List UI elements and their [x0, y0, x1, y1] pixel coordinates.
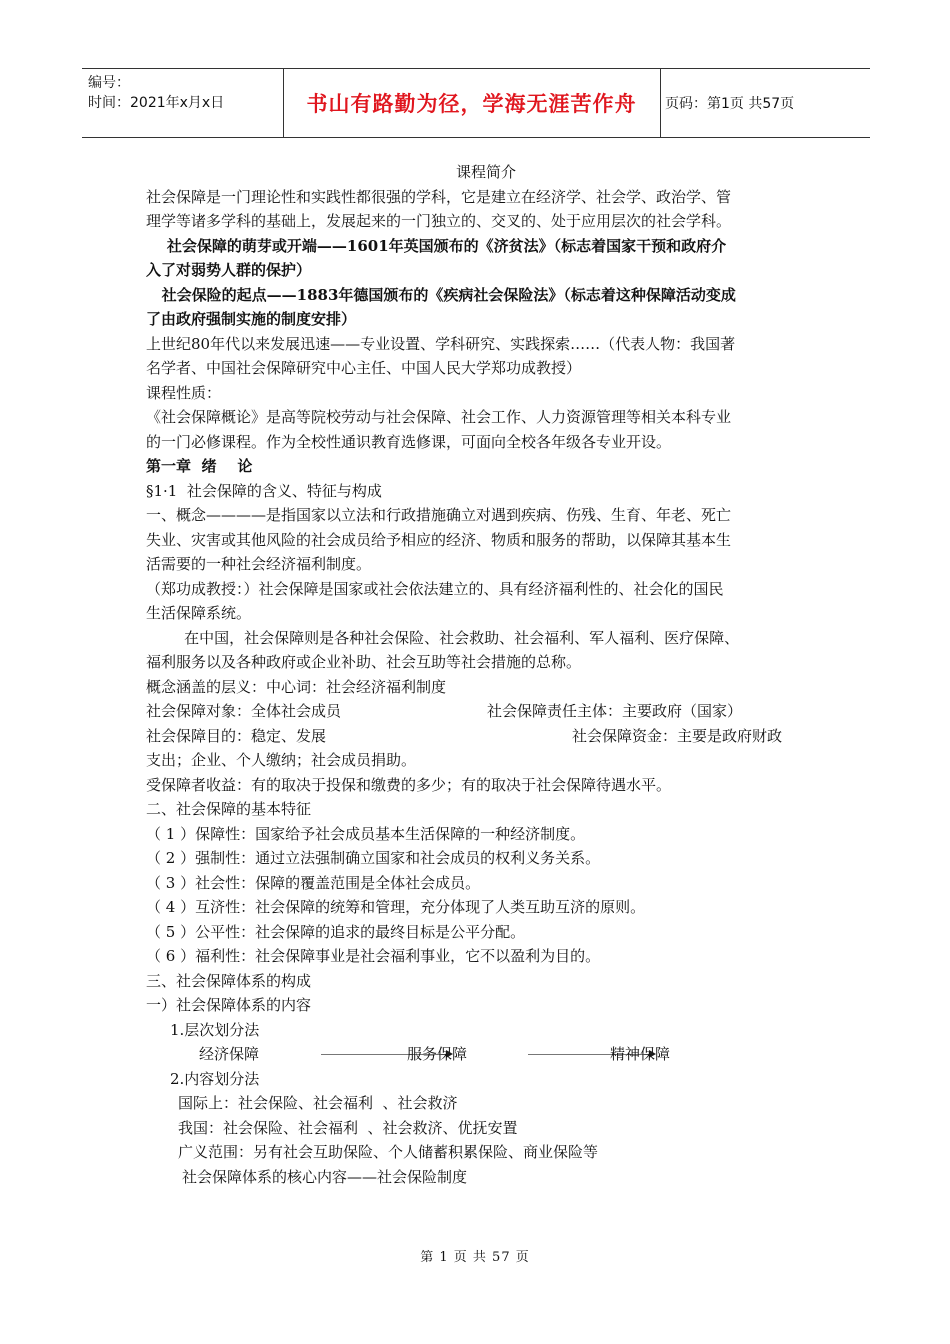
intro-line: 社会保障是一门理论性和实践性都很强的学科，它是建立在经济学、社会学、政治学、管	[146, 187, 732, 206]
core-line: 社会保障体系的核心内容——社会保险制度	[182, 1167, 468, 1186]
time-label: 时间：2021年x月x日	[88, 95, 225, 111]
history-line: 上世纪80年代以来发展迅速——专业设置、学科研究、实践探索……（代表人物：我国著	[146, 334, 736, 353]
object-row	[146, 699, 826, 724]
page-footer: 第 1 页 共 57 页	[420, 1250, 530, 1265]
insurance-law-line: 了由政府强制实施的制度安排）	[146, 310, 357, 328]
domestic-line: 我国：社会保险、社会福利 、社会救济、优抚安置	[178, 1118, 518, 1137]
china-line: 在中国，社会保障则是各种社会保险、社会救助、社会福利、军人福利、医疗保障、	[146, 628, 740, 647]
doc-title: 课程简介	[455, 163, 516, 181]
header-page-code: 页码：第1页 共57页	[665, 96, 795, 112]
feature-item: （ 4 ）互济性：社会保障的统筹和管理，充分体现了人类互助互济的原则。	[146, 898, 646, 916]
zheng-line: 生活保障系统。	[146, 604, 252, 622]
feature-item: （ 6 ）福利性：社会保障事业是社会福利事业，它不以盈利为目的。	[146, 947, 601, 965]
feature-item: （ 3 ）社会性：保障的覆盖范围是全体社会成员。	[146, 873, 481, 892]
concept-line: 活需要的一种社会经济福利制度。	[146, 555, 372, 573]
header-meta	[88, 73, 224, 113]
section-title: §1·1 社会保障的含义、特征与构成	[146, 481, 382, 500]
features-title: 二、社会保障的基本特征	[146, 800, 312, 818]
feature-item: （ 2 ）强制性：通过立法强制确立国家和社会成员的权利义务关系。	[146, 849, 601, 867]
concept-line: 失业、灾害或其他风险的社会成员给予相应的经济、物质和服务的帮助，以保障其基本生	[146, 530, 732, 549]
intro-line: 理学等诸多学科的基础上，发展起来的一门独立的、交叉的、处于应用层次的社会学科。	[146, 212, 732, 230]
purpose-text: 社会保障目的：稳定、发展	[146, 726, 327, 745]
income-line: 受保障者收益：有的取决于投保和缴费的多少；有的取决于社会保障待遇水平。	[146, 775, 672, 794]
china-line: 福利服务以及各种政府或企业补助、社会互助等社会措施的总称。	[146, 653, 582, 671]
system-subtitle: 一）社会保障体系的内容	[146, 996, 312, 1014]
object-text: 社会保障对象：全体社会成员	[146, 702, 342, 720]
security-chain	[146, 1042, 826, 1067]
feature-item: （ 1 ）保障性：国家给予社会成员基本生活保障的一种经济制度。	[146, 824, 586, 843]
method-2: 2.内容划分法	[170, 1069, 260, 1088]
nature-label: 课程性质：	[146, 383, 222, 402]
poor-law-line: 社会保障的萌芽或开端——1601年英国颁布的《济贫法》（标志着国家干预和政府介	[146, 236, 727, 255]
funds-text: 社会保障资金：主要是政府财政	[572, 726, 783, 745]
feature-item: （ 5 ）公平性：社会保障的追求的最终目标是公平分配。	[146, 922, 526, 941]
concept-line: 一、概念————是指国家以立法和行政措施确立对遇到疾病、伤残、生育、年老、死亡	[146, 506, 732, 524]
system-title: 三、社会保障体系的构成	[146, 971, 312, 990]
chain-service: 服务保障	[407, 1045, 468, 1063]
broad-line: 广义范围：另有社会互助保险、个人储蓄积累保险、商业保险等	[178, 1143, 599, 1161]
nature-line: 《社会保障概论》是高等院校劳动与社会保障、社会工作、人力资源管理等相关本科专业	[146, 408, 732, 426]
history-line: 名学者、中国社会保障研究中心主任、中国人民大学郑功成教授）	[146, 359, 582, 377]
poor-law-line: 入了对弱势人群的保护）	[146, 261, 312, 279]
header-divider	[660, 69, 661, 137]
number-label: 编号：	[88, 75, 130, 91]
purpose-row	[146, 724, 826, 749]
chain-spiritual: 精神保障	[610, 1045, 671, 1063]
insurance-law-line: 社会保险的起点——1883年德国颁布的《疾病社会保险法》（标志着这种保障活动变成	[146, 285, 736, 304]
page-header	[82, 68, 870, 138]
zheng-line: （郑功成教授：）社会保障是国家或社会依法建立的、具有经济福利性的、社会化的国民	[146, 579, 724, 598]
chapter-title: 第一章 绪 论	[146, 457, 253, 475]
nature-line: 的一门必修课程。作为全校性通识教育选修课，可面向全校各年级各专业开设。	[146, 432, 672, 451]
responsible-text: 社会保障责任主体：主要政府（国家）	[487, 702, 743, 720]
intl-line: 国际上：社会保险、社会福利 、社会救济	[178, 1094, 458, 1112]
header-motto: 书山有路勤为径，学海无涯苦作舟	[306, 92, 637, 116]
funds-continued: 支出；企业、个人缴纳；社会成员捐助。	[146, 751, 417, 769]
document-body	[146, 160, 826, 1189]
levels-line: 概念涵盖的层义：中心词：社会经济福利制度	[146, 677, 447, 696]
chain-economic: 经济保障	[199, 1045, 260, 1063]
method-1: 1.层次划分法	[170, 1020, 260, 1039]
